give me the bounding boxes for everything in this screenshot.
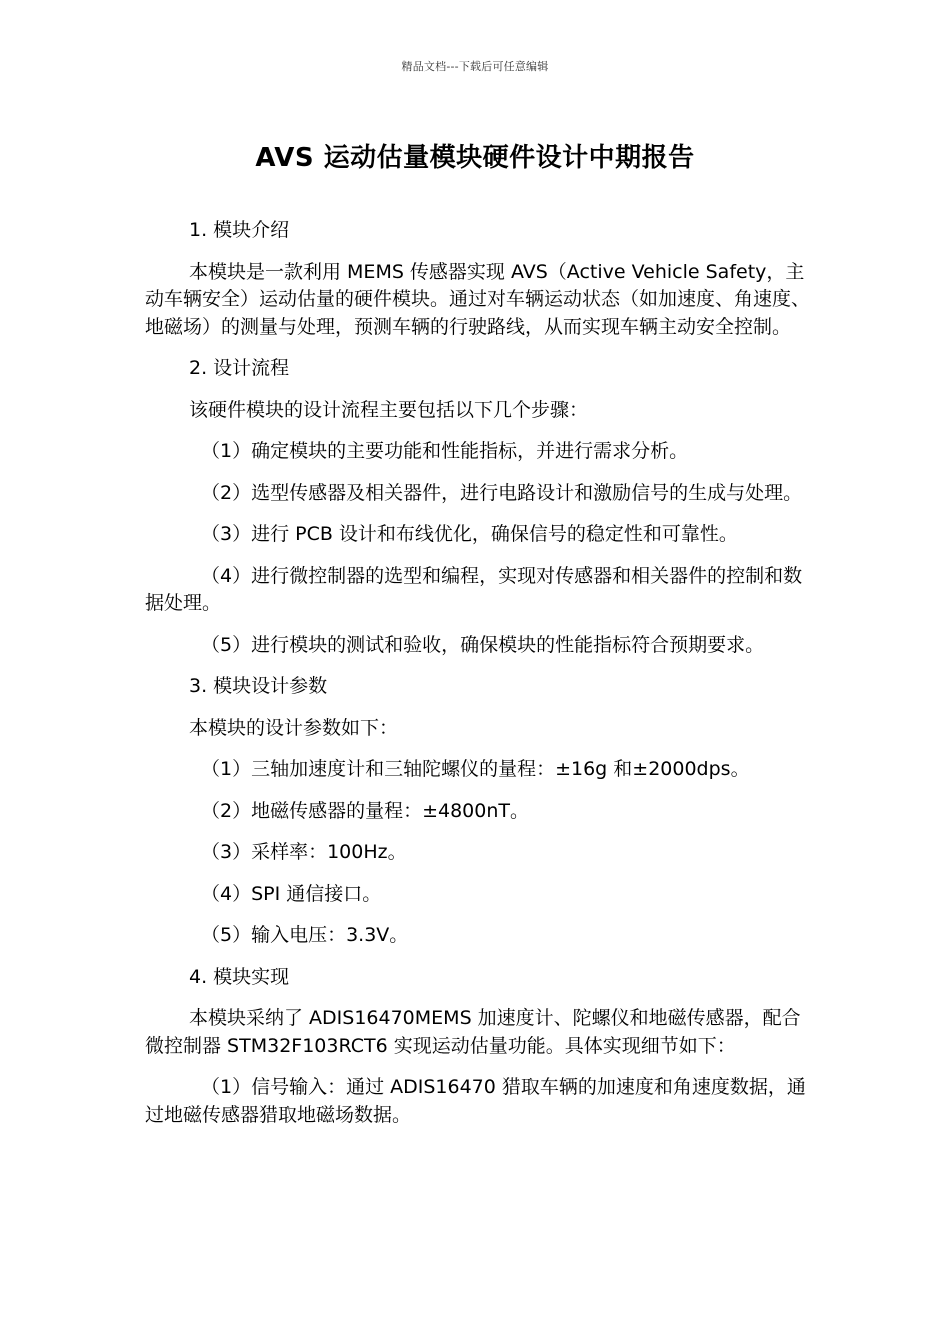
list-item: （5）进行模块的测试和验收，确保模块的性能指标符合预期要求。: [201, 633, 765, 656]
section-heading-4: 4. 模块实现: [189, 965, 290, 988]
section-heading-3: 3. 模块设计参数: [189, 675, 328, 697]
list-item: （3）进行 PCB 设计和布线优化，确保信号的稳定性和可靠性。: [201, 523, 738, 545]
list-item: （2）地磁传感器的量程：±4800nT。: [201, 799, 530, 822]
list-item: （3）采样率：100Hz。: [201, 841, 407, 863]
list-item: （1）信号输入：通过 ADIS16470 猎取车辆的加速度和角速度数据，通过地磁传感器猎取地磁场数据。: [145, 1076, 806, 1126]
list-item: （5）输入电压：3.3V。: [201, 924, 409, 946]
document-body: [145, 217, 817, 1143]
body-paragraph-intro: 本模块是一款利用 MEMS 传感器实现 AVS（Active Vehicle Safety，主动车辆安全）运动估量的硬件模块。通过对车辆运动状态（如加速度、角速度、地磁场）的测量与处理，预测车辆的行驶路线，从而实现车辆主动安全控制。: [145, 260, 811, 338]
page-header: 精品文档---下载后可任意编辑: [401, 60, 549, 73]
body-paragraph-params: 本模块的设计参数如下：: [189, 716, 399, 739]
section-heading-1: 1. 模块介绍: [189, 219, 290, 241]
document-title: AVS 运动估量模块硬件设计中期报告: [255, 143, 695, 173]
body-paragraph-impl: 本模块采纳了 ADIS16470MEMS 加速度计、陀螺仪和地磁传感器，配合微控制器 STM32F103RCT6 实现运动估量功能。具体实现细节如下：: [145, 1007, 801, 1057]
list-item: （4）进行微控制器的选型和编程，实现对传感器和相关器件的控制和数据处理。: [145, 564, 803, 614]
list-item: （1）确定模块的主要功能和性能指标，并进行需求分析。: [201, 440, 689, 462]
body-paragraph-process: 该硬件模块的设计流程主要包括以下几个步骤：: [189, 398, 589, 421]
list-item: （4）SPI 通信接口。: [201, 882, 382, 905]
section-heading-2: 2. 设计流程: [189, 357, 290, 379]
list-item: （1）三轴加速度计和三轴陀螺仪的量程：±16g 和±2000dps。: [201, 758, 750, 780]
list-item: （2）选型传感器及相关器件，进行电路设计和激励信号的生成与处理。: [201, 481, 803, 504]
